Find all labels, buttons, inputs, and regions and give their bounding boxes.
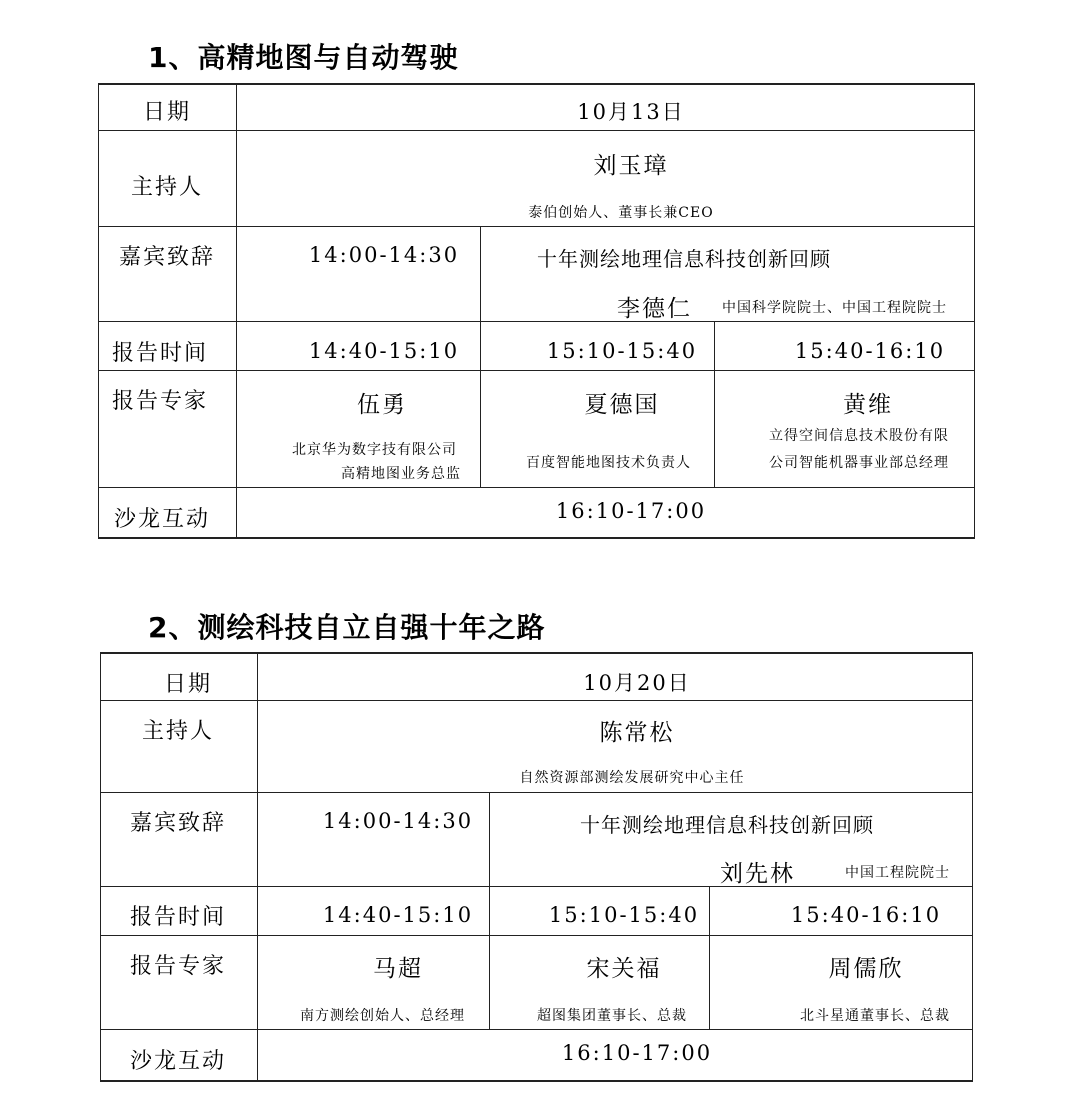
report-time-3: 15:40-16:10 [794, 339, 946, 363]
report-time-2: 15:10-15:40 [548, 903, 700, 927]
expert-title-2-line-1: 超图集团董事长、总裁 [537, 1008, 687, 1024]
expert-name-1: 伍勇 [357, 392, 407, 418]
expert-name-1: 马超 [373, 956, 423, 982]
salon-time: 16:10-17:00 [561, 1041, 713, 1065]
host-name: 刘玉璋 [593, 153, 669, 179]
date-value: 10月20日 [583, 671, 691, 695]
expert-title-2-line-1: 百度智能地图技术负责人 [526, 455, 691, 471]
report-expert-label: 报告专家 [111, 389, 209, 414]
expert-title-1-line-1: 北京华为数字技有限公司 [292, 442, 457, 458]
expert-name-2: 宋关福 [586, 956, 662, 982]
guest-name: 刘先林 [720, 861, 795, 887]
guest-time: 14:00-14:30 [308, 243, 460, 267]
salon-time: 16:10-17:00 [555, 499, 707, 523]
section-1-heading: 1、高精地图与自动驾驶 [148, 41, 459, 74]
date-label: 日期 [163, 672, 213, 697]
guest-topic: 十年测绘地理信息科技创新回顾 [580, 813, 874, 837]
host-title: 泰伯创始人、董事长兼CEO [528, 205, 714, 221]
expert-title-1-line-1: 南方测绘创始人、总经理 [300, 1008, 465, 1024]
expert-title-3-line-2: 公司智能机器事业部总经理 [769, 455, 949, 471]
expert-title-3-line-1: 立得空间信息技术股份有限 [769, 428, 949, 444]
report-time-label: 报告时间 [111, 341, 209, 366]
guest-title: 中国科学院院士、中国工程院院士 [722, 300, 947, 316]
salon-label: 沙龙互动 [113, 507, 211, 532]
guest-name: 李德仁 [617, 296, 692, 322]
date-label: 日期 [142, 100, 192, 125]
host-name: 陈常松 [599, 720, 675, 746]
report-time-2: 15:10-15:40 [546, 339, 698, 363]
expert-title-1-line-2: 高精地图业务总监 [341, 466, 461, 482]
guest-speech-label: 嘉宾致辞 [129, 811, 227, 836]
report-time-1: 14:40-15:10 [322, 903, 474, 927]
guest-time: 14:00-14:30 [322, 809, 474, 833]
section-2-heading: 2、测绘科技自立自强十年之路 [148, 611, 546, 644]
host-label: 主持人 [130, 175, 204, 200]
report-time-1: 14:40-15:10 [308, 339, 460, 363]
expert-title-3-line-1: 北斗星通董事长、总裁 [800, 1008, 950, 1024]
date-value: 10月13日 [577, 100, 685, 124]
report-time-label: 报告时间 [129, 905, 227, 930]
expert-name-3: 周儒欣 [828, 956, 904, 982]
guest-title: 中国工程院院士 [845, 865, 950, 881]
expert-name-2: 夏德国 [584, 392, 660, 418]
guest-topic: 十年测绘地理信息科技创新回顾 [537, 247, 831, 271]
report-expert-label: 报告专家 [129, 954, 227, 979]
salon-label: 沙龙互动 [129, 1049, 227, 1074]
report-time-3: 15:40-16:10 [790, 903, 942, 927]
host-title: 自然资源部测绘发展研究中心主任 [519, 770, 745, 786]
host-label: 主持人 [141, 719, 215, 744]
guest-speech-label: 嘉宾致辞 [118, 245, 216, 270]
expert-name-3: 黄维 [843, 392, 893, 418]
